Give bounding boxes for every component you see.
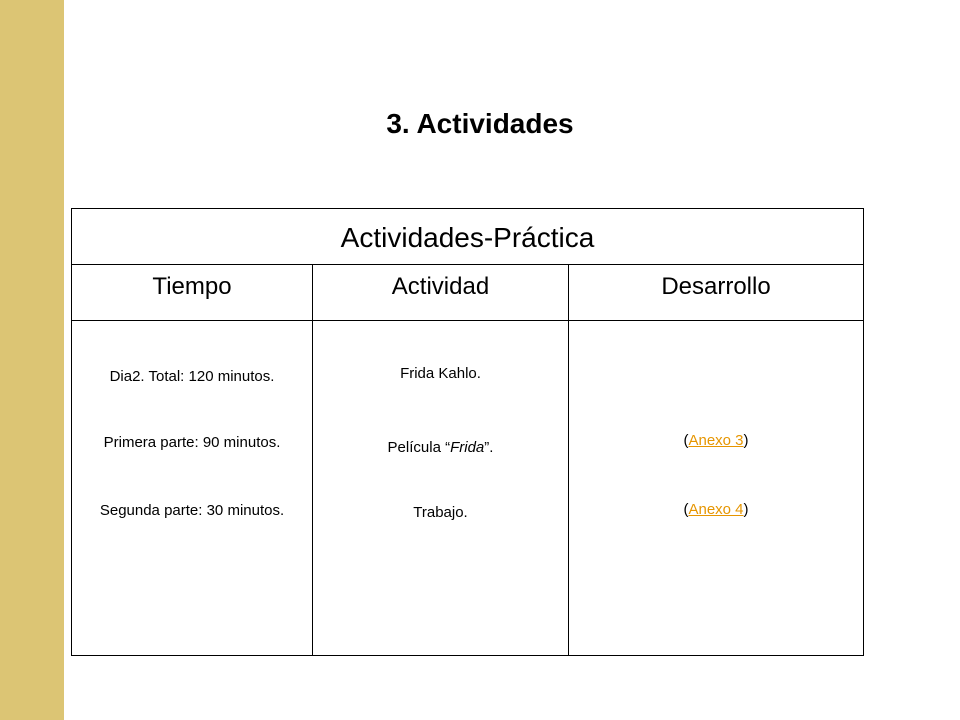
table-header-row — [72, 265, 863, 321]
pelicula-suffix: ”. — [484, 439, 494, 456]
desarrollo-line-anexo-3 — [569, 432, 863, 450]
anexo-3-link[interactable]: Anexo 3 — [688, 432, 744, 449]
paren-open: ( — [683, 501, 689, 518]
desarrollo-line-anexo-4 — [569, 501, 863, 519]
anexo-4-link[interactable]: Anexo 4 — [688, 501, 744, 518]
actividad-line-pelicula — [313, 439, 568, 457]
paren-close: ) — [743, 432, 749, 449]
header-tiempo: Tiempo — [72, 265, 313, 320]
table-row — [72, 321, 863, 655]
pelicula-prefix: Película “ — [387, 439, 451, 456]
paren-open: ( — [683, 432, 689, 449]
paren-close: ) — [743, 501, 749, 518]
header-actividad: Actividad — [313, 265, 569, 320]
tiempo-line-total: Dia2. Total: 120 minutos. — [109, 368, 275, 385]
tiempo-cell — [72, 321, 313, 655]
slide-title: 3. Actividades — [386, 108, 574, 139]
actividad-cell — [313, 321, 569, 655]
tiempo-line-primera: Primera parte: 90 minutos. — [103, 434, 281, 451]
actividad-line-trabajo: Trabajo. — [413, 504, 468, 521]
table-title: Actividades-Práctica — [72, 209, 863, 265]
desarrollo-cell — [569, 321, 863, 655]
activities-table — [71, 208, 864, 656]
header-desarrollo: Desarrollo — [661, 273, 771, 300]
tiempo-line-segunda: Segunda parte: 30 minutos. — [99, 502, 285, 519]
actividad-line-frida: Frida Kahlo. — [400, 365, 481, 382]
pelicula-title: Frida — [450, 439, 485, 456]
